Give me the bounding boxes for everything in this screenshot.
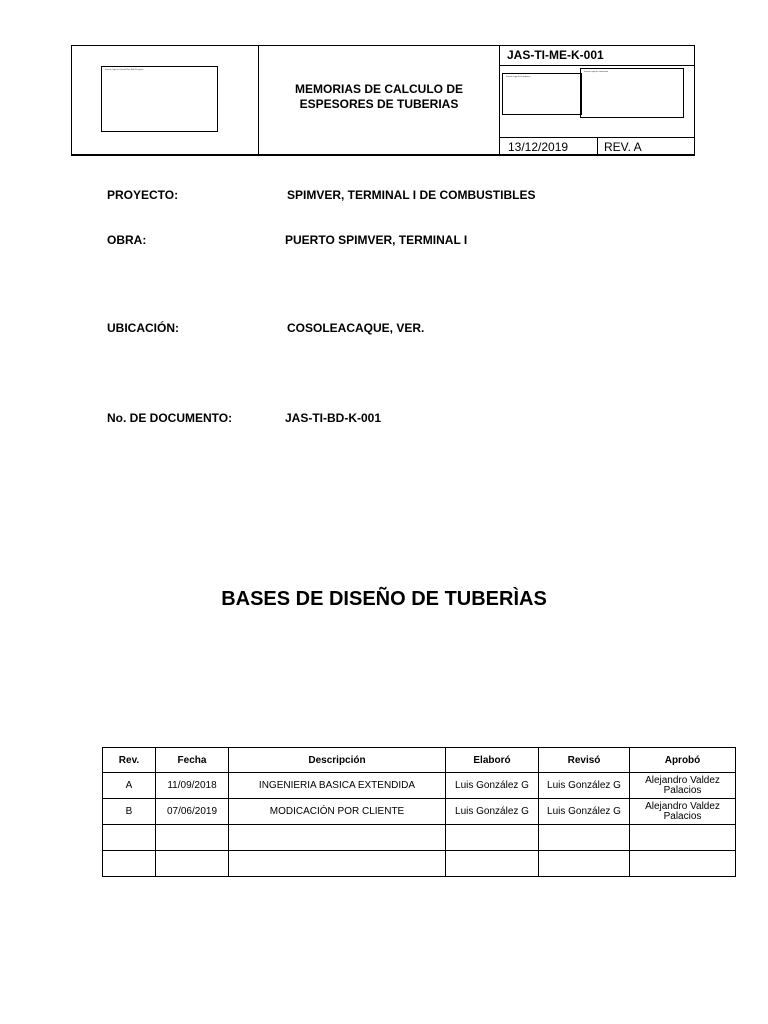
revision-table	[102, 747, 736, 877]
client-logo-placeholder	[101, 66, 218, 132]
table-row	[103, 799, 736, 825]
cell-aprobo	[630, 851, 736, 877]
cell-reviso: Luis González G	[539, 799, 630, 825]
cell-descripcion: INGENIERIA BASICA EXTENDIDA	[229, 773, 446, 799]
cell-aprobo: Alejandro Valdez Palacios	[630, 799, 736, 825]
company-logo-placeholder	[502, 73, 582, 115]
obra-label: OBRA:	[107, 233, 147, 247]
table-row	[103, 773, 736, 799]
documento-label: No. DE DOCUMENTO:	[107, 411, 233, 425]
header-fecha: Fecha	[156, 748, 229, 773]
document-title-cell	[259, 46, 500, 154]
cell-aprobo	[630, 825, 736, 851]
header-rev: Rev.	[103, 748, 156, 773]
proyecto-label: PROYECTO:	[107, 188, 179, 202]
logo-caption: Insertar logo del cliente/Plan Edif./Proyecto	[105, 69, 144, 71]
cell-reviso: Luis González G	[539, 773, 630, 799]
cell-aprobo: Alejandro Valdez Palacios	[630, 773, 736, 799]
contractor-logo-placeholder	[580, 68, 684, 118]
ubicacion-label: UBICACIÓN:	[107, 321, 179, 335]
cell-descripcion	[229, 851, 446, 877]
cell-rev	[103, 825, 156, 851]
cell-elaboro	[446, 851, 539, 877]
table-row	[103, 825, 736, 851]
cell-rev: A	[103, 773, 156, 799]
main-title: BASES DE DISEÑO DE TUBERÌAS	[221, 588, 547, 610]
cell-descripcion: MODICACIÓN POR CLIENTE	[229, 799, 446, 825]
revision-header-row	[103, 748, 736, 773]
header-aprobo: Aprobó	[630, 748, 736, 773]
obra-value: PUERTO SPIMVER, TERMINAL I	[285, 233, 468, 247]
cell-elaboro: Luis González G	[446, 773, 539, 799]
cell-reviso	[539, 825, 630, 851]
document-header	[71, 45, 695, 156]
documento-value: JAS-TI-BD-K-001	[285, 411, 382, 425]
cell-fecha: 11/09/2018	[156, 773, 229, 799]
company-logo-caption: Insertar logo de la empresa	[506, 76, 531, 78]
cell-fecha	[156, 825, 229, 851]
document-title-line2: ESPESORES DE TUBERIAS	[299, 97, 459, 111]
document-date: 13/12/2019	[508, 140, 569, 154]
document-title-line1: MEMORIAS DE CALCULO DE	[295, 82, 463, 96]
document-revision: REV. A	[597, 138, 642, 156]
date-revision-row	[500, 137, 694, 156]
header-elaboro: Elaboró	[446, 748, 539, 773]
cell-elaboro	[446, 825, 539, 851]
document-code-cell	[500, 46, 694, 154]
cell-reviso	[539, 851, 630, 877]
document-code: JAS-TI-ME-K-001	[500, 46, 694, 66]
cell-rev: B	[103, 799, 156, 825]
header-reviso: Revisó	[539, 748, 630, 773]
cell-fecha: 07/06/2019	[156, 799, 229, 825]
cell-rev	[103, 851, 156, 877]
table-row	[103, 851, 736, 877]
proyecto-value: SPIMVER, TERMINAL I DE COMBUSTIBLES	[287, 188, 536, 202]
cell-fecha	[156, 851, 229, 877]
cell-descripcion	[229, 825, 446, 851]
client-logo-cell	[72, 46, 259, 154]
ubicacion-value: COSOLEACAQUE, VER.	[287, 321, 425, 335]
cell-elaboro: Luis González G	[446, 799, 539, 825]
header-descripcion: Descripción	[229, 748, 446, 773]
contractor-logo-caption: Insertar logo del contratista	[584, 71, 609, 73]
